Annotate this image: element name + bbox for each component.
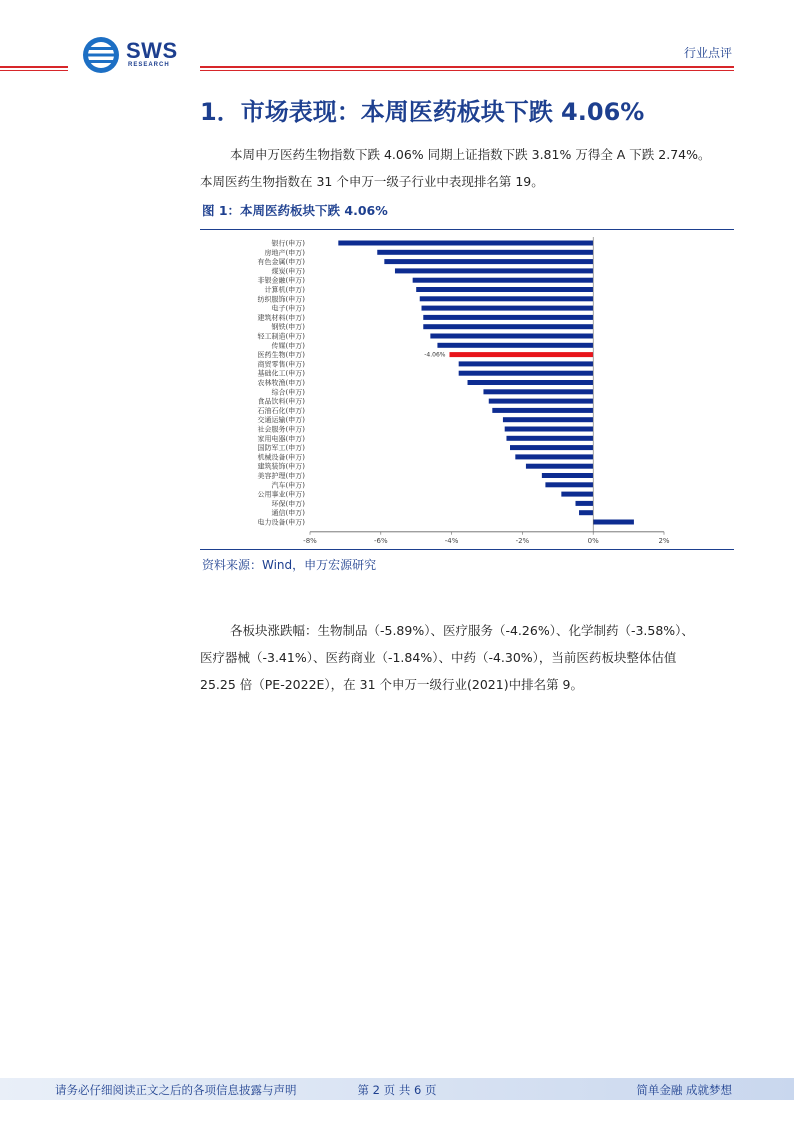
category-label: 机械设备(申万) xyxy=(257,453,305,462)
sws-logo-icon xyxy=(82,36,122,74)
category-label: 有色金属(申万) xyxy=(257,258,305,267)
paragraph-line: 各板块涨跌幅：生物制品（-5.89%）、医疗服务（-4.26%）、化学制药（-3.58%）、 xyxy=(230,623,694,638)
chart-bar xyxy=(545,482,593,487)
footer-disclaimer: 请务必仔细阅读正文之后的各项信息披露与声明 xyxy=(55,1083,297,1097)
chart-bar xyxy=(422,306,594,311)
chart-bar xyxy=(395,268,593,273)
chart-bar xyxy=(515,454,593,459)
category-label: 汽车(申万) xyxy=(271,481,305,490)
category-label: 家用电器(申万) xyxy=(257,434,305,443)
x-tick-label: -2% xyxy=(515,536,530,545)
category-label: 传媒(申万) xyxy=(271,341,305,350)
category-label: 非银金融(申万) xyxy=(257,276,305,285)
x-tick-label: 2% xyxy=(658,536,670,545)
category-label: 商贸零售(申万) xyxy=(257,360,305,369)
figure-source: 资料来源：Wind，申万宏源研究 xyxy=(202,558,377,572)
x-tick-label: -6% xyxy=(373,536,388,545)
category-label: 纺织服饰(申万) xyxy=(257,295,305,304)
chart-bar xyxy=(423,324,593,329)
chart-bar xyxy=(420,296,593,301)
chart-bar xyxy=(492,408,593,413)
chart-bar xyxy=(561,492,593,497)
paragraph-line: 25.25 倍（PE-2022E），在 31 个申万一级行业(2021)中排名第 9。 xyxy=(200,677,584,692)
header-divider xyxy=(200,66,734,68)
header-divider xyxy=(200,70,734,71)
chart-bar xyxy=(459,361,594,366)
paragraph-line: 本周申万医药生物指数下跌 4.06% 同期上证指数下跌 3.81% 万得全 A 下跌 2.74%。 xyxy=(230,147,711,162)
paragraph-sector-breakdown xyxy=(200,617,740,698)
paragraph-line: 本周医药生物指数在 31 个申万一级子行业中表现排名第 19。 xyxy=(200,174,544,189)
x-tick-label: -8% xyxy=(303,536,317,545)
figure-rule-bottom xyxy=(200,549,734,550)
category-label: 环保(申万) xyxy=(271,499,305,508)
chart-bar xyxy=(423,315,593,320)
chart-bar xyxy=(489,399,593,404)
header-divider xyxy=(0,66,68,68)
category-label: 国防军工(申万) xyxy=(257,444,305,453)
logo-sub-text: RESEARCH xyxy=(128,62,170,68)
chart-bar xyxy=(413,278,594,283)
chart-bar xyxy=(579,510,593,515)
chart-bar xyxy=(526,464,593,469)
section-title: 1．市场表现：本周医药板块下跌 4.06% xyxy=(200,98,645,126)
chart-bar xyxy=(338,241,593,246)
logo-brand-text: SWS xyxy=(126,38,178,63)
chart-bar xyxy=(437,343,593,348)
category-label: 电子(申万) xyxy=(271,304,305,313)
category-label: 社会服务(申万) xyxy=(257,425,305,434)
category-label: 煤炭(申万) xyxy=(271,267,305,276)
category-label: 钢铁(申万) xyxy=(271,323,305,332)
category-label: 综合(申万) xyxy=(271,388,305,397)
category-label: 电力设备(申万) xyxy=(257,518,305,527)
report-category: 行业点评 xyxy=(683,46,732,60)
chart-bar xyxy=(430,334,593,339)
paragraph-market-summary xyxy=(200,141,740,195)
chart-bar xyxy=(503,417,593,422)
category-label: 轻工制造(申万) xyxy=(257,332,305,341)
chart-bar xyxy=(384,259,593,264)
chart-bar xyxy=(377,250,593,255)
category-label: 农林牧渔(申万) xyxy=(257,379,305,387)
category-label: 建筑材料(申万) xyxy=(257,313,305,322)
chart-bar xyxy=(505,427,594,432)
category-label: 房地产(申万) xyxy=(264,248,305,257)
category-label: 美容护理(申万) xyxy=(257,472,305,480)
chart-bar xyxy=(483,389,593,394)
x-tick-label: 0% xyxy=(587,536,599,545)
chart-bar xyxy=(510,445,593,450)
category-label: 医药生物(申万) xyxy=(257,351,305,360)
chart-bar xyxy=(506,436,593,441)
chart-bar xyxy=(449,352,593,357)
chart-bar xyxy=(416,287,593,292)
category-label: 银行(申万) xyxy=(271,239,305,248)
category-label: 基础化工(申万) xyxy=(257,369,305,378)
chart-bar xyxy=(542,473,593,478)
industry-performance-chart xyxy=(200,230,734,548)
header-divider xyxy=(0,70,68,71)
highlight-data-label: -4.06% xyxy=(424,351,446,359)
chart-bar xyxy=(576,501,594,506)
figure-caption: 图 1：本周医药板块下跌 4.06% xyxy=(202,203,388,218)
chart-bar xyxy=(459,371,594,376)
category-label: 交通运输(申万) xyxy=(257,416,305,425)
footer-page-number: 第 2 页 共 6 页 xyxy=(357,1083,437,1097)
category-label: 建筑装饰(申万) xyxy=(257,462,305,471)
category-label: 食品饮料(申万) xyxy=(257,397,305,406)
chart-bar xyxy=(593,520,634,525)
company-logo xyxy=(82,36,192,74)
category-label: 公用事业(申万) xyxy=(257,490,305,499)
footer-slogan: 简单金融 成就梦想 xyxy=(636,1083,732,1097)
category-label: 计算机(申万) xyxy=(264,286,305,294)
x-tick-label: -4% xyxy=(444,536,459,545)
category-label: 石油石化(申万) xyxy=(257,406,305,415)
paragraph-line: 医疗器械（-3.41%）、医药商业（-1.84%）、中药（-4.30%），当前医药板块整体估值 xyxy=(200,650,677,665)
chart-bar xyxy=(468,380,594,385)
category-label: 通信(申万) xyxy=(271,509,305,518)
